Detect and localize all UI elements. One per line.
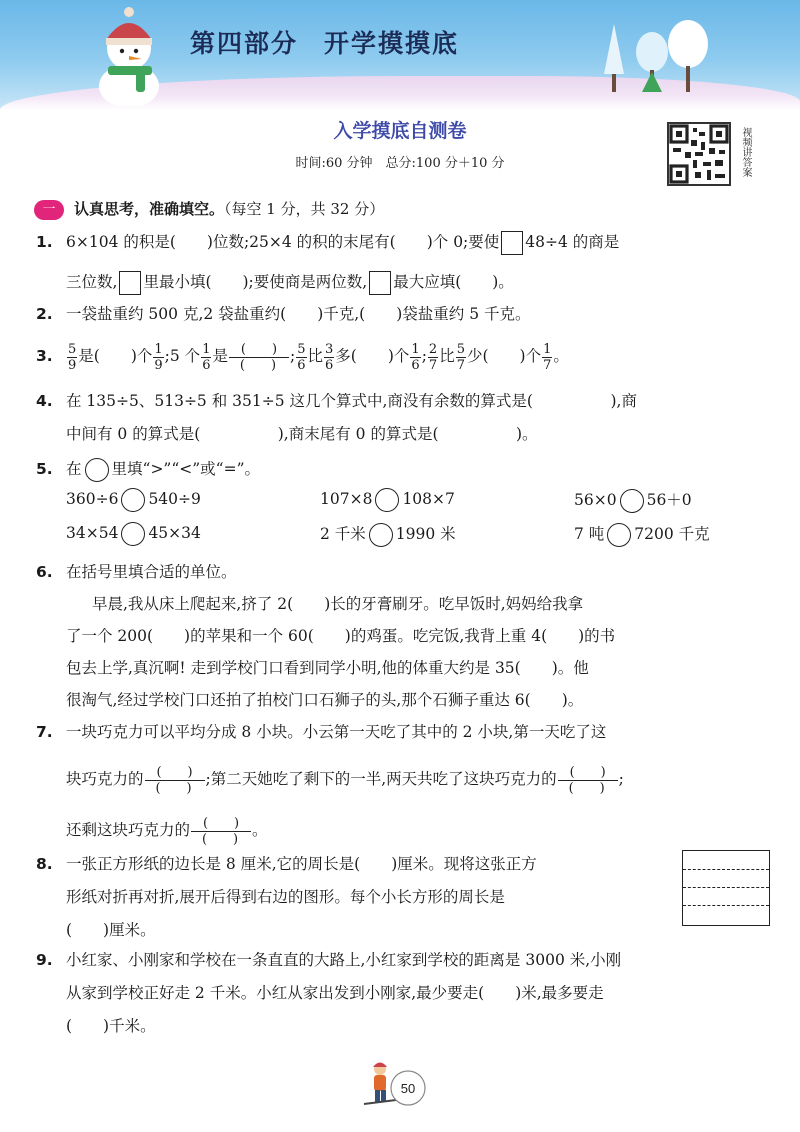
paper-title: 入学摸底自测卷	[333, 120, 467, 142]
question-number: 7.	[36, 723, 53, 741]
answer-box[interactable]	[119, 271, 141, 295]
question-4	[36, 385, 766, 451]
question-5: 5. 在 里填“>”“<”或“=”。	[36, 453, 766, 486]
compare-circle[interactable]	[121, 522, 145, 546]
section-number-badge: 一	[34, 200, 64, 220]
fraction: $\frac{5}{6}$	[297, 341, 306, 373]
q6-line4: 很淘气,经过学校门口还拍了拍校门口石狮子的头,那个石狮子重达 6( )。	[66, 691, 584, 709]
section-title: 认真思考，准确填空。	[74, 200, 225, 218]
fraction: $\frac{1}{9}$	[154, 341, 163, 373]
question-8	[36, 848, 676, 947]
question-2	[36, 298, 766, 331]
snowman-illustration	[84, 6, 174, 106]
folded-square-figure	[682, 850, 770, 926]
q2-text: 一袋盐重约 500 克,2 袋盐重约( )千克,( )袋盐重约 5 千克。	[66, 305, 531, 323]
compare-circle[interactable]	[375, 488, 399, 512]
fraction: $\frac{1}{6}$	[411, 341, 420, 373]
compare-circle[interactable]	[121, 488, 145, 512]
q1-line2-end: 最大应填( )。	[393, 273, 514, 291]
qr-video-label: 视频讲答案	[740, 127, 751, 177]
fraction: $\frac{2}{7}$	[428, 341, 438, 373]
q7-line1: 一块巧克力可以平均分成 8 小块。小云第一天吃了其中的 2 小块,第一天吃了这	[66, 723, 607, 741]
question-7: 7. 一块巧克力可以平均分成 8 小块。小云第一天吃了其中的 2 小块,第一天吃了这 块巧克力的 $\frac{( )}{( )}$ ;第二天她吃了剩下的一半,两天共吃了这块巧克力的 $\frac{( )}{( )}$ ; 还剩这块巧克力的 $\frac{( )}{( )}$ 。	[36, 716, 766, 847]
page-number: 50	[400, 1081, 416, 1096]
question-number: 2.	[36, 305, 53, 323]
q6-line3: 包去上学,真沉啊! 走到学校门口看到同学小明,他的体重大约是 35( )。他	[66, 659, 589, 677]
trees-illustration	[600, 14, 710, 98]
banner-part: 第四部分	[190, 29, 299, 58]
paper-meta: 时间:60 分钟 总分:100 分＋10 分	[295, 156, 505, 171]
fraction: $\frac{5}{7}$	[456, 341, 465, 373]
q4-line2: 中间有 0 的算式是( ),商末尾有 0 的算式是( )。	[66, 425, 538, 443]
q1-line1: 6×104 的积是( )位数;25×4 的积的末尾有( )个 0;要使	[66, 233, 500, 251]
compare-circle[interactable]	[620, 489, 644, 513]
fraction-blank[interactable]: $\frac{( )}{( )}$	[191, 816, 251, 847]
question-number: 1.	[36, 233, 53, 251]
header-banner	[0, 0, 800, 110]
question-1	[36, 226, 766, 299]
q9-line3: ( )千米。	[66, 1017, 156, 1035]
q9-line2: 从家到学校正好走 2 千米。小红从家出发到小刚家,最少要走( )米,最多要走	[66, 984, 604, 1002]
fraction: $\frac{1}{7}$	[543, 341, 552, 373]
q8-line1: 一张正方形纸的边长是 8 厘米,它的周长是( )厘米。现将这张正方	[66, 855, 537, 873]
worksheet-page: 第四部分 开学摸摸底 入学摸底自测卷 时间:60 分钟 总分:100 分＋10 分 视频讲答案 一 认真思考，准确填空。（每空 1 分，共 32 分） 1. 6×104 的积是( )位数;25×4 的积的末尾有( )个 0;要使 48÷4 的商是 三位数, 里最小填( );要使商是两位数, 最大应填( )。 2. 一袋盐重约 500 克,2 袋盐重约( )千克,( )袋盐重约 5 千克。 3. $\frac{5}{9}$ 是( )个 $\frac{1}{9}$ ;5 个 $\frac{1}{6}$ 是 $\frac{( )}{( )}$ ; $\frac{5}{6}$ 比 $\frac{3}{6}$ 多( )个 $\frac{1}{6}$ ; $\frac{2}{7}$ 比 $\frac{5}{7}$ 少( )个 $\frac{1}{7}$ 。 4. 在 135÷5、513÷5 和 351÷5 这几个算式中,商没有余数的算式是( ),商 中间有 0 的算式是( ),商末尾有 0 的算式是( )。 5. 在 里填“>”“<”或“=”。 360÷6 540÷9 107×8 108×7 56×0 56＋0 34×54 45×34 2 千米 1990 米 7 吨 7200 千克 6. 在括号里填合适的单位。 早晨,我从床上爬起来,挤了 2( )长的牙膏刷牙。吃早饭时,妈妈给我拿 了一个 200( )的苹果和一个 60( )的鸡蛋。吃完饭,我背上重 4( )的书 包去上学,真沉啊! 走到学校门口看到同学小明,他的体重大约是 35( )。他 很淘气,经过学校门口还拍了拍校门口石狮子的头,那个石狮子重达 6( )。 7. 一块巧克力可以平均分成 8 小块。小云第一天吃了其中的 2 小块,第一天吃了这 块巧克力的 $\frac{( )}{( )}$ ;第二天她吃了剩下的一半,两天共吃了这块巧克力的 $\frac{( )}{( )}$ ; 还剩这块巧克力的 $\frac{( )}{( )}$ 。 8. 一张正方形纸的边长是 8 厘米,它的周长是( )厘米。现将这张正方 形纸对折再对折,展开后得到右边的图形。每个小长方形的周长是 ( )厘米。 9. 小红家、小刚家和学校在一条直直的大路上,小红家到学校的距离是 3000 米,小刚 从家到学校正好走 2 千米。小红从家出发到小刚家,最少要走( )米,最多要走 ( )千米。 50	[0, 0, 800, 1132]
answer-box[interactable]	[501, 231, 523, 255]
q1-line2-mid: 里最小填( );要使商是两位数,	[143, 273, 368, 291]
fraction: $\frac{1}{6}$	[202, 341, 211, 373]
question-6	[36, 556, 766, 716]
q1-line2-start: 三位数,	[66, 273, 118, 291]
question-number: 5.	[36, 460, 53, 478]
answer-box[interactable]	[369, 271, 391, 295]
q1-line1-end: 48÷4 的商是	[525, 233, 620, 251]
question-9	[36, 944, 766, 1043]
section-scoring: （每空 1 分，共 32 分）	[224, 200, 385, 218]
fraction-blank[interactable]: $\frac{( )}{( )}$	[229, 342, 289, 373]
q8-line3: ( )厘米。	[66, 921, 156, 939]
banner-subtitle: 开学摸摸底	[324, 29, 460, 58]
q8-line2: 形纸对折再对折,展开后得到右边的图形。每个小长方形的周长是	[66, 888, 505, 906]
question-number: 3.	[36, 347, 53, 365]
fraction: $\frac{5}{9}$	[68, 341, 77, 373]
q6-title: 在括号里填合适的单位。	[66, 563, 237, 581]
compare-circle[interactable]	[369, 523, 393, 547]
fraction: $\frac{3}{6}$	[325, 341, 334, 373]
question-3: 3. $\frac{5}{9}$ 是( )个 $\frac{1}{9}$ ;5 个 $\frac{1}{6}$ 是 $\frac{( )}{( )}$ ; $\frac{5}{6}$ 比 $\frac{3}{6}$ 多( )个 $\frac{1}{6}$ ; $\frac{2}{7}$ 比 $\frac{5}{7}$ 少( )个 $\frac{1}{7}$ 。	[36, 341, 569, 373]
question-number: 6.	[36, 563, 53, 581]
q9-line1: 小红家、小刚家和学校在一条直直的大路上,小红家到学校的距离是 3000 米,小刚	[66, 951, 622, 969]
q6-line1: 早晨,我从床上爬起来,挤了 2( )长的牙膏刷牙。吃早饭时,妈妈给我拿	[92, 595, 584, 613]
page-number-badge	[388, 1068, 428, 1108]
question-number: 9.	[36, 951, 53, 969]
question-number: 8.	[36, 855, 53, 873]
question-number: 4.	[36, 392, 53, 410]
compare-circle	[85, 458, 109, 482]
banner-title	[190, 24, 459, 60]
fraction-blank[interactable]: $\frac{( )}{( )}$	[558, 765, 618, 796]
fraction-blank[interactable]: $\frac{( )}{( )}$	[145, 765, 205, 796]
q4-line1: 在 135÷5、513÷5 和 351÷5 这几个算式中,商没有余数的算式是( ),商	[66, 392, 637, 410]
section-heading	[34, 198, 384, 220]
qr-code-icon[interactable]	[667, 122, 731, 186]
q6-line2: 了一个 200( )的苹果和一个 60( )的鸡蛋。吃完饭,我背上重 4( )的书	[66, 627, 616, 645]
compare-circle[interactable]	[607, 523, 631, 547]
